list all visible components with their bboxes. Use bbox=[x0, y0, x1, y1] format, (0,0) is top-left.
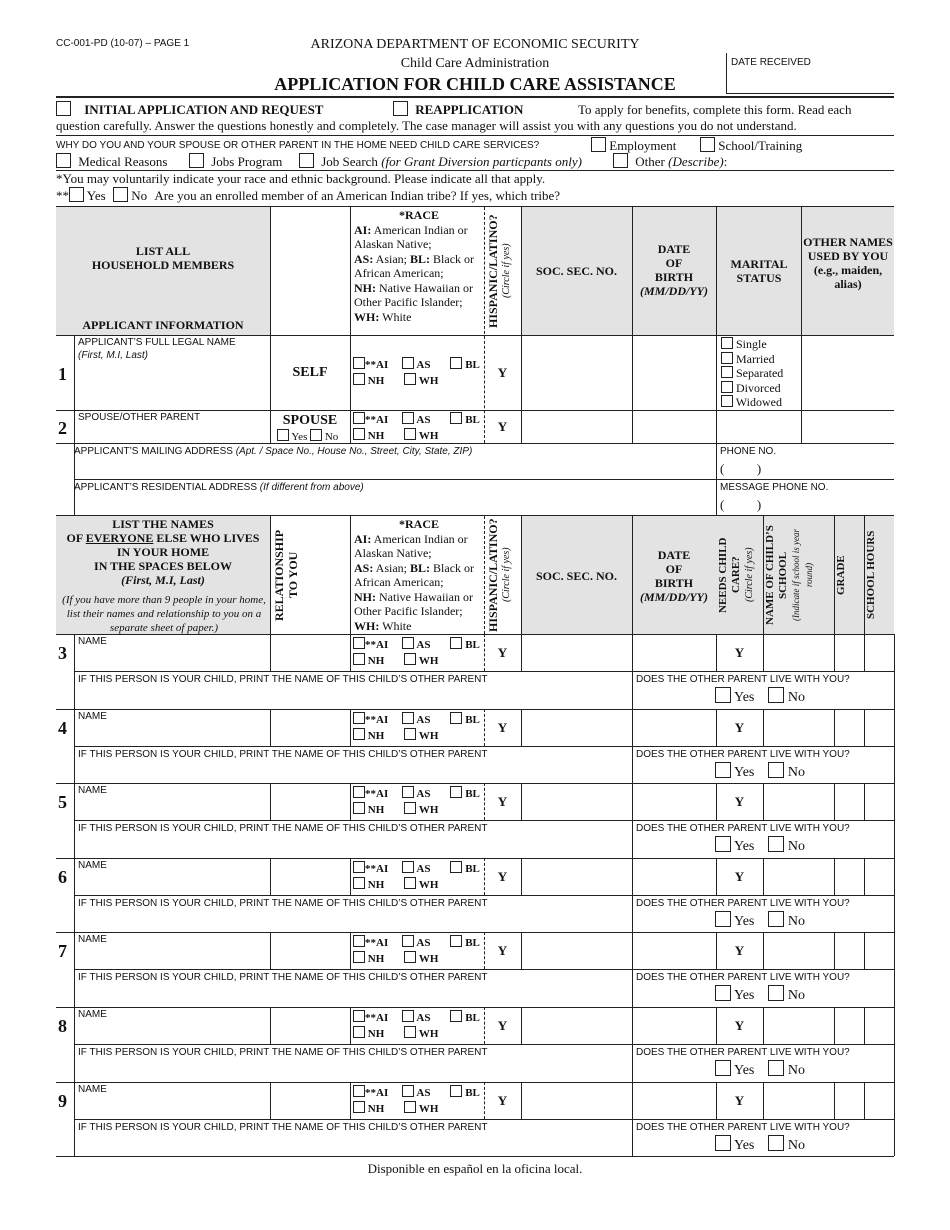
needs-child-care-y[interactable]: Y bbox=[734, 1093, 745, 1108]
lives-with-no-checkbox[interactable] bbox=[768, 1060, 784, 1076]
other-parent-label: IF THIS PERSON IS YOUR CHILD, PRINT THE NAME OF THIS CHILD’S OTHER PARENT bbox=[78, 823, 488, 834]
lives-with-yes-label: Yes bbox=[733, 1138, 755, 1153]
row-2-ssn-field[interactable] bbox=[521, 411, 632, 443]
grade-field[interactable] bbox=[835, 859, 863, 894]
race-as-checkbox[interactable] bbox=[402, 861, 414, 873]
medical-reasons-checkbox[interactable] bbox=[56, 153, 71, 168]
spouse-label: SPOUSE bbox=[282, 413, 338, 428]
race-wh-checkbox[interactable] bbox=[404, 428, 416, 440]
lives-with-no-label: No bbox=[787, 914, 805, 929]
other-names-header: OTHER NAMES USED BY YOU bbox=[803, 235, 893, 263]
row-number: 4 bbox=[58, 718, 67, 738]
ssn-header: SOC. SEC. NO. bbox=[535, 264, 618, 278]
lives-with-label: DOES THE OTHER PARENT LIVE WITH YOU? bbox=[636, 674, 850, 685]
race-nh-checkbox[interactable] bbox=[353, 1026, 365, 1038]
race-as-checkbox[interactable] bbox=[402, 412, 414, 424]
name-label: NAME bbox=[78, 1009, 107, 1020]
school-hours-field[interactable] bbox=[865, 859, 893, 894]
initial-application-label: INITIAL APPLICATION AND REQUEST bbox=[84, 102, 324, 117]
hispanic-y[interactable]: Y bbox=[497, 720, 508, 735]
race-bl-checkbox[interactable] bbox=[450, 637, 462, 649]
race-as-checkbox[interactable] bbox=[402, 786, 414, 798]
row-1-ssn-field[interactable] bbox=[521, 336, 632, 410]
other-names-field[interactable] bbox=[801, 336, 894, 443]
date-received-box[interactable] bbox=[726, 53, 894, 94]
services-question: WHY DO YOU AND YOUR SPOUSE OR OTHER PARENT IN THE HOME NEED CHILD CARE SERVICES? bbox=[56, 140, 540, 151]
race-ai-checkbox[interactable] bbox=[353, 1085, 365, 1097]
school-name-field[interactable] bbox=[764, 784, 833, 819]
employment-checkbox[interactable] bbox=[591, 137, 606, 152]
race-ai-checkbox[interactable] bbox=[353, 861, 365, 873]
race-as-checkbox[interactable] bbox=[402, 637, 414, 649]
school-hours-field[interactable] bbox=[865, 1008, 893, 1043]
race-wh-checkbox[interactable] bbox=[404, 1101, 416, 1113]
job-search-label: Job Search bbox=[321, 154, 378, 169]
other-parent-field[interactable] bbox=[75, 1134, 631, 1154]
lives-with-yes-checkbox[interactable] bbox=[715, 687, 731, 703]
residential-address-field[interactable] bbox=[74, 494, 716, 515]
ssn-field[interactable] bbox=[522, 784, 631, 819]
race-boxes: **AI AS BL NH WH bbox=[353, 786, 480, 818]
race-wh-checkbox[interactable] bbox=[404, 802, 416, 814]
hispanic-y[interactable]: Y bbox=[497, 1093, 508, 1108]
lives-with-yes-label: Yes bbox=[733, 988, 755, 1003]
phone-label: PHONE NO. bbox=[720, 446, 777, 457]
ssn-header-2: SOC. SEC. NO. bbox=[535, 569, 618, 583]
residential-address-label: APPLICANT’S RESIDENTIAL ADDRESS bbox=[74, 482, 258, 493]
race-wh-checkbox[interactable] bbox=[404, 951, 416, 963]
hispanic-header-2: HISPANIC/LATINO? bbox=[486, 518, 500, 632]
lives-with-no-checkbox[interactable] bbox=[768, 762, 784, 778]
name-label: NAME bbox=[78, 860, 107, 871]
ssn-field[interactable] bbox=[522, 933, 631, 968]
grade-field[interactable] bbox=[835, 1083, 863, 1118]
dob-field[interactable] bbox=[633, 933, 715, 968]
marital-divorced-checkbox[interactable] bbox=[721, 381, 733, 393]
tribe-prefix: ** bbox=[56, 188, 69, 203]
name-field[interactable] bbox=[75, 723, 269, 745]
mailing-address-label: APPLICANT’S MAILING ADDRESS bbox=[74, 446, 233, 457]
job-search-checkbox[interactable] bbox=[299, 153, 314, 168]
spouse-yes-label: Yes bbox=[291, 431, 308, 443]
race-wh-checkbox[interactable] bbox=[404, 877, 416, 889]
grade-header: GRADE bbox=[835, 555, 847, 595]
name-field[interactable] bbox=[75, 648, 269, 670]
mailing-address-field[interactable] bbox=[74, 458, 716, 479]
lives-with-no-label: No bbox=[787, 690, 805, 705]
ssn-field[interactable] bbox=[522, 1008, 631, 1043]
race-boxes: **AI AS BL NH WH bbox=[353, 935, 480, 967]
row-1-race-boxes: **AI AS BL NH WH bbox=[353, 357, 480, 389]
lives-with-yes-label: Yes bbox=[733, 914, 755, 929]
race-bl-checkbox[interactable] bbox=[450, 935, 462, 947]
lives-with-no-label: No bbox=[787, 839, 805, 854]
name-label: NAME bbox=[78, 636, 107, 647]
grade-field[interactable] bbox=[835, 1008, 863, 1043]
relationship-field[interactable] bbox=[271, 933, 349, 968]
relationship-field[interactable] bbox=[271, 710, 349, 745]
race-as-checkbox[interactable] bbox=[402, 1010, 414, 1022]
lives-with-no-checkbox[interactable] bbox=[768, 911, 784, 927]
needs-child-care-y[interactable]: Y bbox=[734, 869, 745, 884]
other-names-eg: (e.g., maiden, alias) bbox=[813, 263, 883, 291]
needs-child-care-y[interactable]: Y bbox=[734, 794, 745, 809]
row-number: 5 bbox=[58, 792, 67, 812]
race-boxes: **AI AS BL NH WH bbox=[353, 861, 480, 893]
lives-with-yes-checkbox[interactable] bbox=[715, 985, 731, 1001]
dob-field[interactable] bbox=[633, 1008, 715, 1043]
school-name-field[interactable] bbox=[764, 933, 833, 968]
marital-header: MARITAL STATUS bbox=[730, 257, 788, 285]
hispanic-circle-note-2: (Circle if yes) bbox=[501, 547, 512, 603]
list-all-label: LIST ALL bbox=[135, 244, 191, 258]
race-legend: *RACE AI: American Indian or Alaskan Native; AS: Asian; BL: Black or African American; NH: Native Hawaiian or Other Pacific Islander; WH: White bbox=[354, 208, 484, 324]
lives-with-yes-checkbox[interactable] bbox=[715, 1060, 731, 1076]
race-as-checkbox[interactable] bbox=[402, 935, 414, 947]
row-2-marital-field[interactable] bbox=[716, 411, 801, 443]
race-ai-checkbox[interactable] bbox=[353, 412, 365, 424]
relationship-field[interactable] bbox=[271, 1008, 349, 1043]
self-label: SELF bbox=[292, 365, 328, 380]
job-search-note: (for Grant Diversion particpants only) bbox=[381, 154, 582, 169]
row-number: 3 bbox=[58, 643, 67, 663]
lives-with-label: DOES THE OTHER PARENT LIVE WITH YOU? bbox=[636, 898, 850, 909]
marital-widowed-checkbox[interactable] bbox=[721, 395, 733, 407]
lives-with-yes-checkbox[interactable] bbox=[715, 911, 731, 927]
race-ai-checkbox[interactable] bbox=[353, 712, 365, 724]
ssn-field[interactable] bbox=[522, 859, 631, 894]
school-name-header: NAME OF CHILD’S SCHOOL bbox=[764, 525, 789, 625]
race-ai-checkbox[interactable] bbox=[353, 357, 365, 369]
ssn-field[interactable] bbox=[522, 710, 631, 745]
list-names-5: (First, M.I, Last) bbox=[121, 573, 205, 587]
other-parent-field[interactable] bbox=[75, 686, 631, 706]
lives-with-no-checkbox[interactable] bbox=[768, 687, 784, 703]
applicant-name-sub: (First, M.I, Last) bbox=[78, 350, 148, 361]
needs-child-care-y[interactable]: Y bbox=[734, 943, 745, 958]
race-ai-checkbox[interactable] bbox=[353, 786, 365, 798]
school-name-field[interactable] bbox=[764, 1008, 833, 1043]
race-as-checkbox[interactable] bbox=[402, 357, 414, 369]
grade-field[interactable] bbox=[835, 933, 863, 968]
school-hours-field[interactable] bbox=[865, 933, 893, 968]
ssn-field[interactable] bbox=[522, 635, 631, 670]
race-notice: *You may voluntarily indicate your race and ethnic background. Please indicate all that apply. bbox=[56, 171, 546, 186]
marital-separated-checkbox[interactable] bbox=[721, 366, 733, 378]
tribe-no-checkbox[interactable] bbox=[113, 187, 128, 202]
dob-field[interactable] bbox=[633, 784, 715, 819]
other-label: Other bbox=[635, 154, 665, 169]
hispanic-y[interactable]: Y bbox=[497, 645, 508, 660]
marital-single-checkbox[interactable] bbox=[721, 337, 733, 349]
form-code: CC-001-PD (10-07) – PAGE 1 bbox=[56, 38, 190, 49]
other-parent-label: IF THIS PERSON IS YOUR CHILD, PRINT THE NAME OF THIS CHILD’S OTHER PARENT bbox=[78, 674, 488, 685]
relationship-field[interactable] bbox=[271, 1083, 349, 1118]
school-name-field[interactable] bbox=[764, 859, 833, 894]
grade-field[interactable] bbox=[835, 784, 863, 819]
page-title: APPLICATION FOR CHILD CARE ASSISTANCE bbox=[274, 74, 676, 94]
race-ai-checkbox[interactable] bbox=[353, 637, 365, 649]
race-bl-checkbox[interactable] bbox=[450, 1010, 462, 1022]
school-name-field[interactable] bbox=[764, 710, 833, 745]
row-2-dob-field[interactable] bbox=[632, 411, 716, 443]
lives-with-no-checkbox[interactable] bbox=[768, 985, 784, 1001]
race-wh-checkbox[interactable] bbox=[404, 653, 416, 665]
race-bl-checkbox[interactable] bbox=[450, 861, 462, 873]
race-nh-checkbox[interactable] bbox=[353, 428, 365, 440]
school-hours-field[interactable] bbox=[865, 710, 893, 745]
race-as-checkbox[interactable] bbox=[402, 712, 414, 724]
other-colon: : bbox=[723, 154, 728, 169]
relationship-header: RELATIONSHIP TO YOU bbox=[272, 529, 300, 621]
lives-with-yes-checkbox[interactable] bbox=[715, 1135, 731, 1151]
other-parent-label: IF THIS PERSON IS YOUR CHILD, PRINT THE NAME OF THIS CHILD’S OTHER PARENT bbox=[78, 749, 488, 760]
race-nh-checkbox[interactable] bbox=[353, 653, 365, 665]
race-nh-checkbox[interactable] bbox=[353, 877, 365, 889]
list-names-2b: EVERYONE bbox=[85, 531, 154, 545]
applicant-name-field[interactable] bbox=[74, 345, 270, 409]
row-2-hispanic-y[interactable]: Y bbox=[497, 419, 508, 434]
hispanic-y[interactable]: Y bbox=[497, 794, 508, 809]
grade-field[interactable] bbox=[835, 635, 863, 670]
row-number: 8 bbox=[58, 1016, 67, 1036]
hispanic-y[interactable]: Y bbox=[497, 869, 508, 884]
hispanic-y[interactable]: Y bbox=[497, 1018, 508, 1033]
dob-header-4: (MM/DD/YY) bbox=[640, 284, 708, 298]
spouse-no-label: No bbox=[324, 431, 339, 443]
other-parent-field[interactable] bbox=[75, 984, 631, 1004]
school-note: (Indicate if school is year round) bbox=[791, 529, 814, 621]
race-as-checkbox[interactable] bbox=[402, 1085, 414, 1097]
dob-field[interactable] bbox=[633, 1083, 715, 1118]
name-field[interactable] bbox=[75, 872, 269, 894]
lives-with-label: DOES THE OTHER PARENT LIVE WITH YOU? bbox=[636, 972, 850, 983]
dob-field[interactable] bbox=[633, 710, 715, 745]
household-members-label: HOUSEHOLD MEMBERS bbox=[91, 258, 235, 272]
other-parent-label: IF THIS PERSON IS YOUR CHILD, PRINT THE NAME OF THIS CHILD’S OTHER PARENT bbox=[78, 898, 488, 909]
lives-with-yes-label: Yes bbox=[733, 1063, 755, 1078]
race-bl-checkbox[interactable] bbox=[450, 712, 462, 724]
grade-field[interactable] bbox=[835, 710, 863, 745]
other-parent-field[interactable] bbox=[75, 835, 631, 855]
lives-with-no-label: No bbox=[787, 765, 805, 780]
spouse-yes-checkbox[interactable] bbox=[277, 429, 289, 441]
needs-child-care-y[interactable]: Y bbox=[734, 1018, 745, 1033]
race-bl-checkbox[interactable] bbox=[450, 786, 462, 798]
row-1-hispanic-y[interactable]: Y bbox=[497, 365, 508, 380]
race-ai-checkbox[interactable] bbox=[353, 935, 365, 947]
lives-with-yes-label: Yes bbox=[733, 765, 755, 780]
dob-header-2: OF bbox=[665, 256, 683, 270]
medical-reasons-label: Medical Reasons bbox=[78, 154, 168, 169]
name-label: NAME bbox=[78, 711, 107, 722]
reapplication-checkbox[interactable] bbox=[393, 101, 408, 116]
race-legend-2: *RACE AI: American Indian or Alaskan Native; AS: Asian; BL: Black or African American; NH: Native Hawaiian or Other Pacific Islander; WH: White bbox=[354, 517, 475, 633]
name-field[interactable] bbox=[75, 797, 269, 819]
lives-with-label: DOES THE OTHER PARENT LIVE WITH YOU? bbox=[636, 823, 850, 834]
name-label: NAME bbox=[78, 785, 107, 796]
other-parent-field[interactable] bbox=[75, 761, 631, 781]
list-names-2c: ELSE WHO LIVES bbox=[153, 531, 260, 545]
list-names-4: IN THE SPACES BELOW bbox=[94, 559, 232, 573]
row-1-dob-field[interactable] bbox=[632, 336, 716, 410]
other-parent-label: IF THIS PERSON IS YOUR CHILD, PRINT THE NAME OF THIS CHILD’S OTHER PARENT bbox=[78, 1047, 488, 1058]
phone-field[interactable]: ( ) bbox=[720, 461, 762, 476]
race-nh-checkbox[interactable] bbox=[353, 802, 365, 814]
other-parent-label: IF THIS PERSON IS YOUR CHILD, PRINT THE NAME OF THIS CHILD’S OTHER PARENT bbox=[78, 972, 488, 983]
dob-header-1: DATE bbox=[657, 242, 691, 256]
school-hours-field[interactable] bbox=[865, 635, 893, 670]
race-nh-checkbox[interactable] bbox=[353, 1101, 365, 1113]
other-note: (Describe) bbox=[668, 154, 724, 169]
employment-label: Employment bbox=[609, 138, 677, 153]
row-2-race-boxes: **AI AS BL NH WH bbox=[353, 412, 480, 444]
race-nh-checkbox[interactable] bbox=[353, 373, 365, 385]
race-nh-checkbox[interactable] bbox=[353, 951, 365, 963]
race-wh-checkbox[interactable] bbox=[404, 1026, 416, 1038]
dob-header-3: BIRTH bbox=[654, 270, 694, 284]
message-phone-label: MESSAGE PHONE NO. bbox=[720, 482, 829, 493]
other-checkbox[interactable] bbox=[613, 153, 628, 168]
message-phone-field[interactable]: ( ) bbox=[720, 497, 762, 512]
lives-with-yes-checkbox[interactable] bbox=[715, 836, 731, 852]
reapplication-label: REAPPLICATION bbox=[415, 102, 524, 117]
race-title: *RACE bbox=[398, 208, 439, 222]
school-training-label: School/Training bbox=[718, 138, 803, 153]
division-name: Child Care Administration bbox=[400, 56, 550, 71]
race-nh-checkbox[interactable] bbox=[353, 728, 365, 740]
ssn-field[interactable] bbox=[522, 1083, 631, 1118]
marital-married-checkbox[interactable] bbox=[721, 352, 733, 364]
list-names-1: LIST THE NAMES bbox=[112, 517, 214, 531]
row-number: 9 bbox=[58, 1091, 67, 1111]
lives-with-yes-label: Yes bbox=[733, 839, 755, 854]
row-number: 7 bbox=[58, 941, 67, 961]
race-boxes: **AI AS BL NH WH bbox=[353, 712, 480, 744]
dob-field[interactable] bbox=[633, 859, 715, 894]
lives-with-no-checkbox[interactable] bbox=[768, 1135, 784, 1151]
row-number: 6 bbox=[58, 867, 67, 887]
lives-with-label: DOES THE OTHER PARENT LIVE WITH YOU? bbox=[636, 1047, 850, 1058]
relationship-field[interactable] bbox=[271, 635, 349, 670]
needs-circle-note: (Circle if yes) bbox=[744, 547, 755, 603]
race-bl-checkbox[interactable] bbox=[450, 412, 462, 424]
list-names-3: IN YOUR HOME bbox=[116, 545, 210, 559]
lives-with-no-label: No bbox=[787, 1138, 805, 1153]
row-2-number: 2 bbox=[58, 418, 67, 438]
jobs-program-checkbox[interactable] bbox=[189, 153, 204, 168]
race-bl-checkbox[interactable] bbox=[450, 1085, 462, 1097]
relationship-field[interactable] bbox=[271, 784, 349, 819]
other-parent-label: IF THIS PERSON IS YOUR CHILD, PRINT THE NAME OF THIS CHILD’S OTHER PARENT bbox=[78, 1122, 488, 1133]
marital-options: Single Married Separated Divorced Widowed bbox=[721, 337, 783, 410]
name-field[interactable] bbox=[75, 946, 269, 968]
agency-name: ARIZONA DEPARTMENT OF ECONOMIC SECURITY bbox=[310, 37, 640, 52]
name-label: NAME bbox=[78, 934, 107, 945]
race-wh-checkbox[interactable] bbox=[404, 728, 416, 740]
race-bl-checkbox[interactable] bbox=[450, 357, 462, 369]
tribe-no-label: No bbox=[131, 188, 148, 203]
other-parent-field[interactable] bbox=[75, 910, 631, 930]
needs-child-care-header: NEEDS CHILD CARE? bbox=[717, 537, 742, 613]
initial-application-checkbox[interactable] bbox=[56, 101, 71, 116]
dob-field[interactable] bbox=[633, 635, 715, 670]
spouse-name-label: SPOUSE/OTHER PARENT bbox=[78, 412, 201, 423]
name-field[interactable] bbox=[75, 1021, 269, 1043]
name-field[interactable] bbox=[75, 1096, 269, 1118]
instructions-line-1: To apply for benefits, complete this form. Read each bbox=[578, 102, 852, 117]
residential-address-sub: (If different from above) bbox=[259, 482, 364, 493]
jobs-program-label: Jobs Program bbox=[211, 154, 283, 169]
instructions-line-2: question carefully. Answer the questions honestly and completely. The case manager will assist you with any questions you do not understand. bbox=[56, 118, 797, 133]
date-received-label: DATE RECEIVED bbox=[731, 57, 811, 68]
name-label: NAME bbox=[78, 1084, 107, 1095]
hispanic-circle-note: (Circle if yes) bbox=[501, 243, 512, 299]
lives-with-no-checkbox[interactable] bbox=[768, 836, 784, 852]
hispanic-y[interactable]: Y bbox=[497, 943, 508, 958]
relationship-field[interactable] bbox=[271, 859, 349, 894]
spouse-no-checkbox[interactable] bbox=[310, 429, 322, 441]
race-wh-checkbox[interactable] bbox=[404, 373, 416, 385]
school-hours-field[interactable] bbox=[865, 1083, 893, 1118]
tribe-yes-label: Yes bbox=[86, 188, 106, 203]
spouse-name-field[interactable] bbox=[74, 424, 270, 442]
lives-with-label: DOES THE OTHER PARENT LIVE WITH YOU? bbox=[636, 749, 850, 760]
applicant-information-label: APPLICANT INFORMATION bbox=[82, 318, 244, 332]
lives-with-no-label: No bbox=[787, 1063, 805, 1078]
lives-with-label: DOES THE OTHER PARENT LIVE WITH YOU? bbox=[636, 1122, 850, 1133]
tribe-yes-checkbox[interactable] bbox=[69, 187, 84, 202]
lives-with-yes-label: Yes bbox=[733, 690, 755, 705]
footer-note: Disponible en español en la oficina local. bbox=[367, 1161, 583, 1176]
list-names-2a: OF bbox=[66, 531, 86, 545]
needs-child-care-y[interactable]: Y bbox=[734, 645, 745, 660]
race-boxes: **AI AS BL NH WH bbox=[353, 1010, 480, 1042]
school-name-field[interactable] bbox=[764, 1083, 833, 1118]
applicant-name-label: APPLICANT’S FULL LEGAL NAME bbox=[78, 337, 236, 348]
lives-with-yes-checkbox[interactable] bbox=[715, 762, 731, 778]
school-hours-field[interactable] bbox=[865, 784, 893, 819]
race-boxes: **AI AS BL NH WH bbox=[353, 637, 480, 669]
school-name-field[interactable] bbox=[764, 635, 833, 670]
table2-note: (If you have more than 9 people in your home, list their names and relationship to you on a separate sheet of paper.) bbox=[62, 594, 266, 634]
row-1-number: 1 bbox=[58, 364, 67, 384]
race-ai-checkbox[interactable] bbox=[353, 1010, 365, 1022]
other-parent-field[interactable] bbox=[75, 1059, 631, 1079]
needs-child-care-y[interactable]: Y bbox=[734, 720, 745, 735]
hispanic-header: HISPANIC/LATINO? bbox=[486, 214, 500, 328]
school-hours-header: SCHOOL HOURS bbox=[865, 530, 877, 620]
lives-with-no-label: No bbox=[787, 988, 805, 1003]
school-training-checkbox[interactable] bbox=[700, 137, 715, 152]
tribe-question: Are you an enrolled member of an American Indian tribe? If yes, which tribe? bbox=[154, 188, 561, 203]
race-boxes: **AI AS BL NH WH bbox=[353, 1085, 480, 1117]
mailing-address-sub: (Apt. / Space No., House No., Street, City, State, ZIP) bbox=[235, 446, 473, 457]
